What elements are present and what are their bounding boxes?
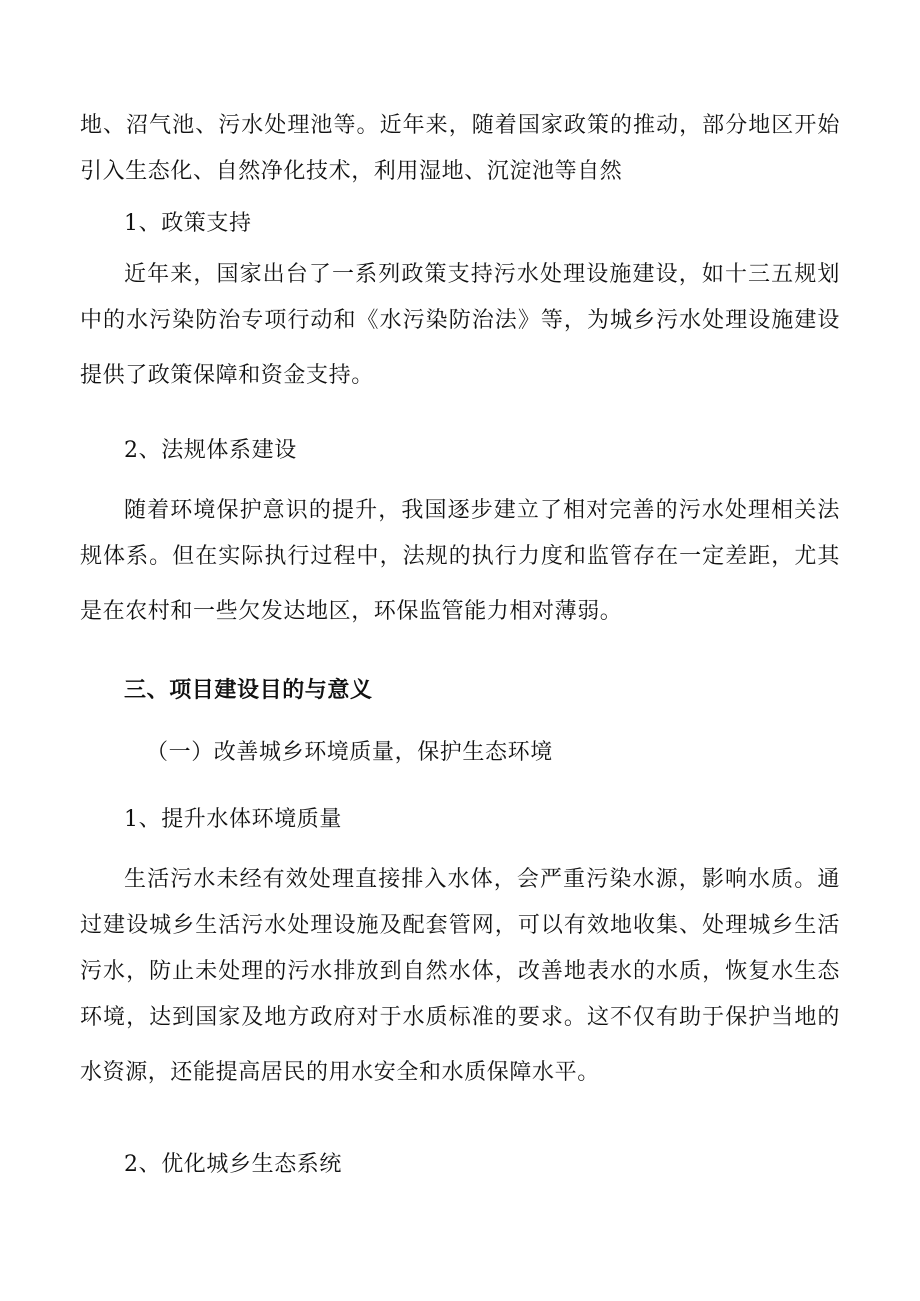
body-line-1: 地、沼气池、污水处理池等。近年来，随着国家政策的推动，部分地区开始	[80, 113, 840, 138]
body-line-6: 提供了政策保障和资金支持。	[80, 363, 374, 388]
subheading-regulation-system: 2、法规体系建设	[124, 438, 297, 463]
body-line-4: 近年来，国家出台了一系列政策支持污水处理设施建设，如十三五规划	[124, 262, 840, 287]
subheading-ecosystem: 2、优化城乡生态系统	[124, 1152, 342, 1177]
section-heading-purpose: 三、项目建设目的与意义	[124, 677, 373, 703]
subheading-water-quality: 1、提升水体环境质量	[124, 807, 342, 832]
body-line-14: 生活污水未经有效处理直接排入水体，会严重污染水源，影响水质。通	[124, 867, 840, 892]
body-line-16: 污水，防止未处理的污水排放到自然水体，改善地表水的水质，恢复水生态	[80, 959, 840, 984]
body-line-2: 引入生态化、自然净化技术，利用湿地、沉淀池等自然	[80, 159, 623, 184]
subsection-heading-environment: （一）改善城乡环境质量，保护生态环境	[146, 740, 553, 765]
body-line-15: 过建设城乡生活污水处理设施及配套管网，可以有效地收集、处理城乡生活	[80, 913, 840, 938]
body-line-5: 中的水污染防治专项行动和《水污染防治法》等，为城乡污水处理设施建设	[80, 308, 840, 333]
subheading-policy-support: 1、政策支持	[124, 211, 252, 236]
body-line-9: 规体系。但在实际执行过程中，法规的执行力度和监管存在一定差距，尤其	[80, 544, 840, 569]
body-line-10: 是在农村和一些欠发达地区，环保监管能力相对薄弱。	[80, 599, 623, 624]
body-line-18: 水资源，还能提高居民的用水安全和水质保障水平。	[80, 1060, 600, 1085]
body-line-8: 随着环境保护意识的提升，我国逐步建立了相对完善的污水处理相关法	[124, 498, 840, 523]
body-line-17: 环境，达到国家及地方政府对于水质标准的要求。这不仅有助于保护当地的	[80, 1005, 840, 1030]
